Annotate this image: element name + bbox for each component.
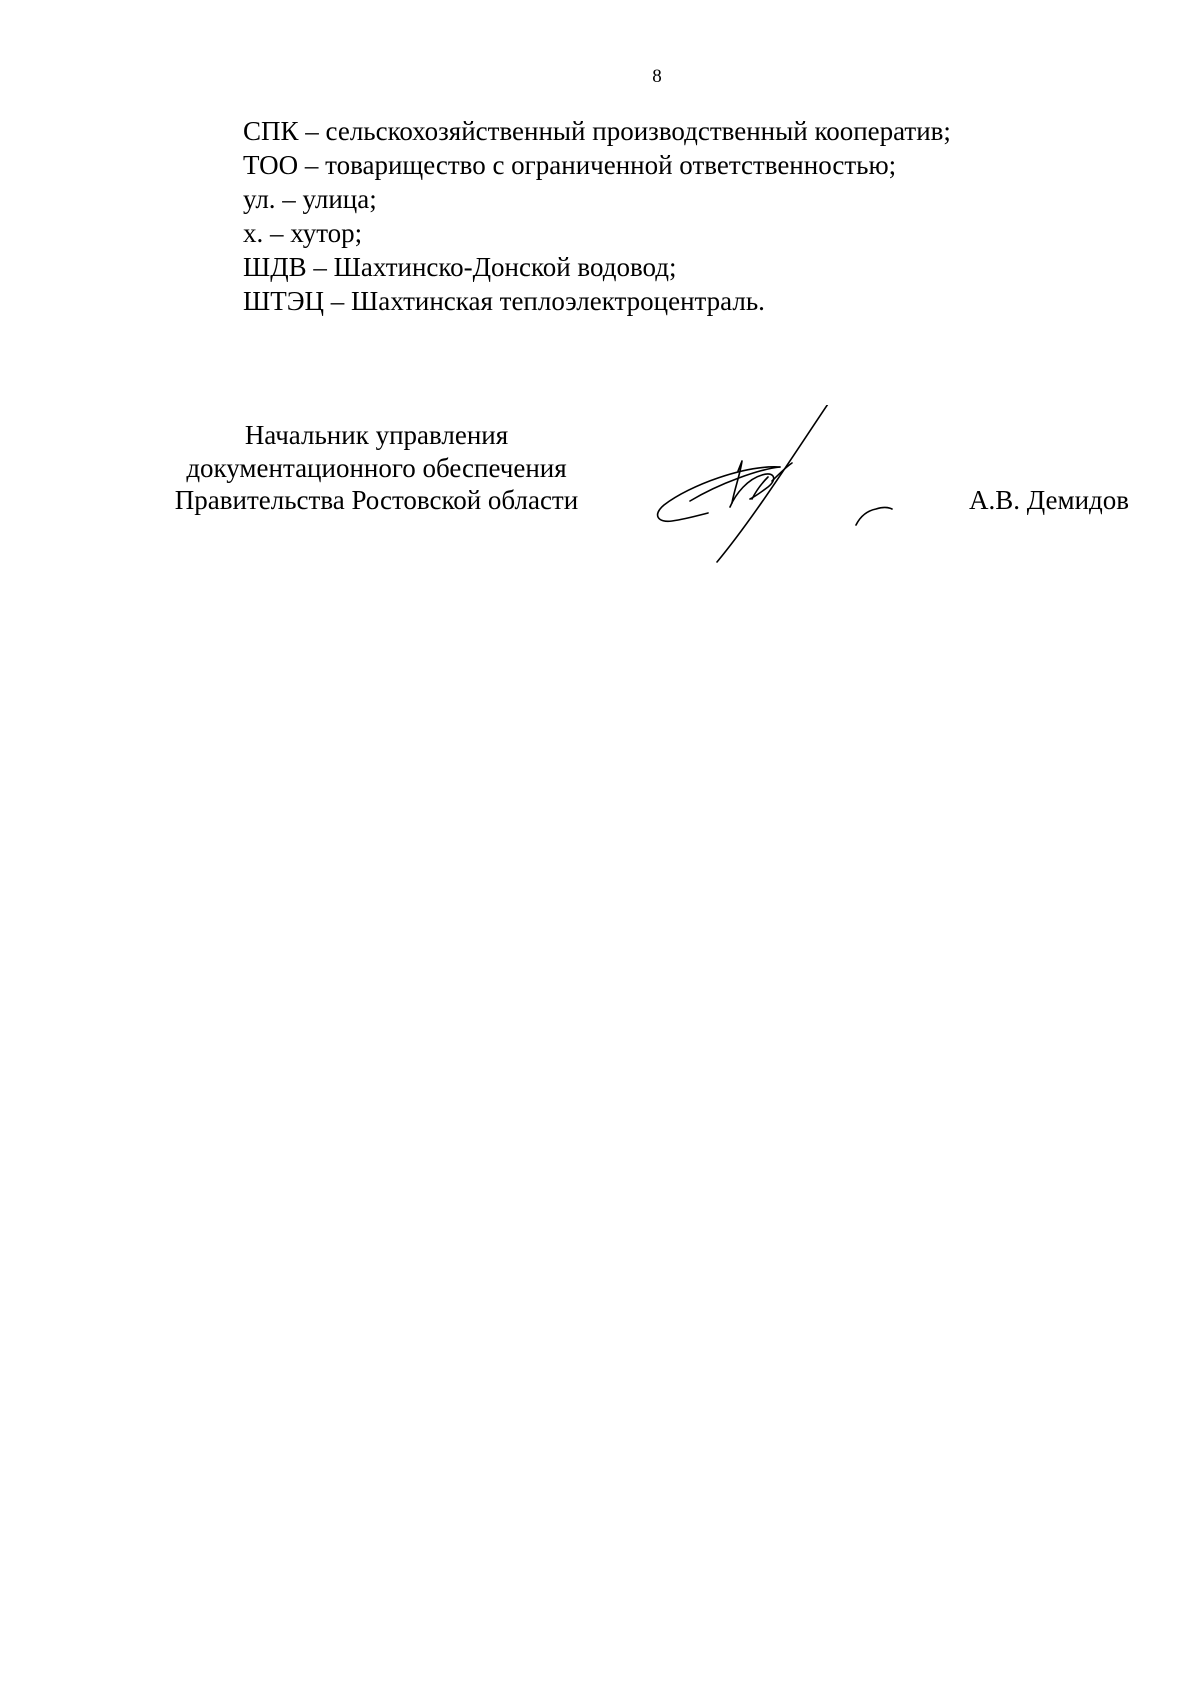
list-item: СПК – сельскохозяйственный производственный кооператив; (243, 116, 951, 146)
handwritten-signature (650, 405, 930, 565)
page-number: 8 (652, 66, 662, 87)
signer-position (160, 419, 593, 517)
list-item: ШДВ – Шахтинско-Донской водовод; (243, 252, 677, 282)
list-item: ТОО – товарищество с ограниченной ответственностью; (243, 150, 897, 180)
list-item: ул. – улица; (243, 184, 377, 214)
signer-position-line: Правительства Ростовской области (174, 485, 579, 515)
list-item: х. – хутор; (243, 218, 363, 248)
signer-position-line: Начальник управления (244, 420, 509, 450)
list-item: ШТЭЦ – Шахтинская теплоэлектроцентраль. (243, 286, 765, 316)
abbreviation-list (243, 114, 951, 318)
signer-name: А.В. Демидов (969, 485, 1130, 515)
signer-position-line: документационного обеспечения (186, 452, 567, 483)
